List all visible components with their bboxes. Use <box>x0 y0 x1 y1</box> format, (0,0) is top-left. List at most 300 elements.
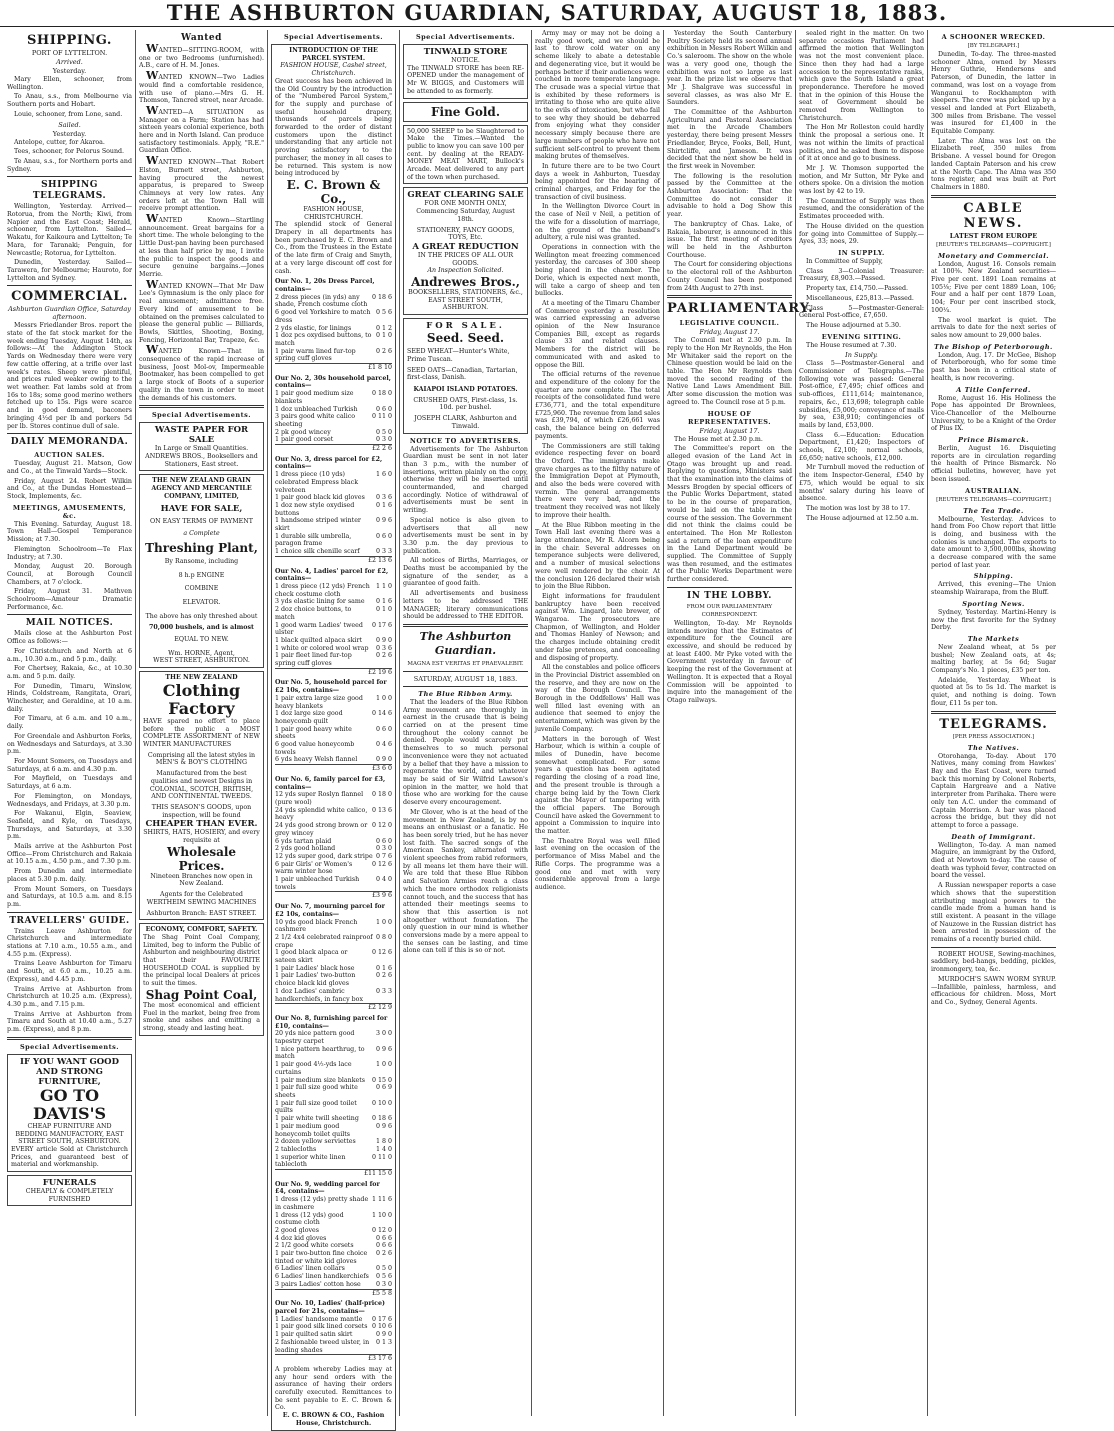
bishop-heading: The Bishop of Peterborough. <box>934 342 1053 351</box>
mail-notices-heading: MAIL NOTICES. <box>25 618 114 629</box>
monetary-heading: Monetary and Commercial. <box>937 251 1049 260</box>
parcel-item-desc: 1 nice pattern hearthrug, to match <box>275 1045 365 1061</box>
news-paragraph: Matters in the borough of West Harbour, which is within a couple of miles of Dunedin, have become somewhat complicated. For some years a question has been agitated regarding the closing of a road line, and the present trouble is through a charge being laid by the Town Clerk against the Mayor of tampering with the official papers. The Borough Council have asked the Government to appoint a Commission to inquire into the matter. <box>535 735 660 836</box>
news-paragraph: Eight informations for fraudulent bankruptcy have been received against Wm. Lingard, late brewer, of Wangaroa. The prosecutors are Chapmon, of Wellington, and Holder and Thomas Hanley of Newson; and the charges include obtaining credit under false pretences, and concealing and disposing of property. <box>535 592 660 662</box>
parcel-item-price: 0 4 6 <box>375 741 392 749</box>
australian-heading: AUSTRALIAN. <box>965 486 1022 495</box>
wanted-ad: WANTED Known—Startling announcement. Great bargains for a short time. The whole belonging to the Little Dust-pan having been purchased at less than half price by me, I invite the public to inspect the goods and secure genuine bargains.—Jones Merrie. <box>139 212 264 278</box>
parcel-item-desc: 1 good black alpaca or sateen skirt <box>275 949 348 965</box>
wanted-ad: WANTED KNOWN—Two Ladies would find a comfortable residence, with use of piano.—Mrs G. H. Thomson, Tancred street, near Arcade. <box>139 69 264 105</box>
parcel-item <box>275 1323 392 1331</box>
parcel-total: £1 8 10 <box>275 363 392 372</box>
parcel-item-price: 0 3 3 <box>375 987 392 995</box>
parcel-item-price: 0 3 0 <box>375 436 392 444</box>
ad-headline: HAVE FOR SALE, <box>160 504 243 515</box>
mail-entry: For Mount Somers, on Tuesdays and Saturdays, at 6 a.m. and 4.30 p.m. <box>7 758 132 773</box>
divider <box>931 711 1056 714</box>
parcel-item-desc: 1 black quilted alpaca skirt <box>275 636 362 644</box>
parcel-item <box>275 861 392 876</box>
supply-entry: In Committee of Supply, <box>806 257 883 265</box>
shipping-heading: SHIPPING. <box>27 33 112 48</box>
divider <box>403 671 528 672</box>
parcel-heading: Our No. 6, family parcel for £3, contains— <box>275 775 386 791</box>
parliament-paragraph: The House met at 2.30 p.m. <box>674 435 763 443</box>
ad-headline: IF YOU WANT GOOD AND STRONG FURNITURE, <box>20 1056 119 1087</box>
mail-entry: For Wakanui, Elgin, Seaview, Seafield, and Kyle, on Tuesdays, Thursdays, and Saturdays, at 3.30 p.m. <box>7 810 132 841</box>
ad-body: IN THE PRICES OF ALL OUR GOODS. <box>417 251 514 267</box>
ad-headline: GREAT CLEARING SALE <box>407 190 524 201</box>
wanted-ad: WANTED—SITTING-ROOM, with one or two Bedrooms (unfurnished). A.B., care of H. M. Jones. <box>139 42 264 70</box>
sitting-paragraph: Mr Turnbull moved the reduction of the item Inspector-General, £540 by £75, which would be equal to six months' salary during his leave of absence. <box>799 464 924 503</box>
parcel-item <box>275 390 392 405</box>
parcel-item-price: 1 6 0 <box>375 471 392 479</box>
wanted-heading: Wanted <box>181 33 222 43</box>
parcel-item-price: 3 0 0 <box>375 1030 392 1038</box>
divider <box>7 433 132 434</box>
news-paragraph: Operations in connection with the Wellington meat freezing commenced yesterday, the carcases of 300 sheep being placed in the chamber. The Dorie, which is expected next month, will take a cargo of sheep and ten bullocks. <box>535 243 660 298</box>
parcel-item <box>275 294 392 309</box>
parcel-item-desc: 20 yds nice pattern good tapestry carpet <box>275 1030 355 1046</box>
editorial-paragraph: Mr Glover, who is at the head of the movement in New Zealand, is by no means an enthusiast or a fanatic. He has been sorely tried, but he has never lost faith. The sacred songs of the American Sankey, alternated with violent speeches from rabid reformers, by all means let them have their will. We are told that these Blue Ribbon and Salvation Armies reach a class which the more orthodox religionists cannot touch, and the success that has attended their meetings seems to show that this assertion is not altogether without foundation. The only question in our mind is whether conversions made by a mere appeal to the senses can be lasting, and time alone can tell if this is so or not. <box>403 808 528 955</box>
column-6 <box>664 30 814 1416</box>
divider <box>7 1037 132 1040</box>
parcel-item <box>275 1196 392 1211</box>
parcel-item-desc: 1 pair full size good white sheets <box>275 1084 358 1099</box>
parcel-heading: Our No. 3, dress parcel for £2, contains— <box>275 455 383 471</box>
parcel-item-price: 0 10 0 <box>371 1099 392 1107</box>
parcel-item <box>275 1250 392 1265</box>
parcel-item <box>275 949 392 964</box>
news-paragraph: The Commissioners are still taking evidence respecting fever on board the Oxford. The immigrants make grave charges as to the filthy nature of the Immigration Depot at Plymouth, and also the beds were covered with vermin. The general arrangements there were very bad, and the treatment they received was not likely to improve their health. <box>535 442 660 519</box>
editorial-paragraph: That the leaders of the Blue Ribbon Army movement are thoroughly in earnest in the crusade that is being carried on at the present time throughout the colony cannot be denied. People would scarcely put themselves to so much personal inconvenience were they not actuated by a belief that they have a mission to regenerate the world, and whatever may be said of Sir Wilfrid Lawson's opinion in the matter, we hold that those who are working for the cause deserve every encouragement. <box>403 698 528 807</box>
parcel-item-desc: 1 pair Ladies' black hose <box>275 964 355 972</box>
parliament-paragraph: The Council met at 2.30 p.m. In reply to the Hon Mr Reynolds, the Hon Mr Whitaker said the report on the Chinese question would be laid on the table. The Hon Mr Reynolds then moved the second reading of the Native Land Laws Amendment Bill. After some discussion the motion was agreed to. The Council rose at 5 p.m. <box>667 337 792 406</box>
shipping-heading: Shipping. <box>973 572 1014 581</box>
session-date: Friday, August 17. <box>699 328 760 337</box>
lobby-paragraph: Wellington, To-day. Mr Reynolds intends moving that the Estimates of expenditure for the Council are excessive, and should be reduced by at least £400. Mr Pyke voted with the Government yesterday in favour of keeping the rest of the Government at Wellington. It is expected that a Royal Commission will be appointed to inquire into the management of the Otago railways. <box>667 619 792 704</box>
parcel-item-price: 0 14 6 <box>371 710 392 718</box>
parcel-item-price: 0 8 0 <box>375 933 392 941</box>
parcel-item <box>275 436 392 444</box>
parcel-item-desc: 24 yds splendid white calico, heavy <box>275 806 368 822</box>
parcel-item-desc: 2 fashionable tweed ulster, in leading shades <box>275 1338 370 1354</box>
wanted-ad: WANTED Known—That in consequence of the rapid increase of business, Joost Mol-ov, Impermeable Bootmaker, has been compelled to get a large stock of Boots of a superior quality in the town in order to meet the demands of his customers. <box>139 343 264 402</box>
ad-headline: TINWALD STORE <box>423 47 508 57</box>
ad-body: SEED WHEAT—Hunter's White, Prime Tuscan. <box>407 348 510 363</box>
parcel-item-price: 0 6 0 <box>375 405 392 413</box>
parcel-item <box>275 1235 392 1243</box>
parcel-item-price: 0 3 3 <box>375 548 392 556</box>
parliament-paragraph: The Hon Mr Rolleston could hardly think the proposal a serious one. It was not within the limits of practical politics, and he asked them to dispose of it at once and go to business. <box>799 124 924 163</box>
parcel-heading: Our No. 10, Ladies' (half-price) parcel for 21s, contains— <box>275 1300 385 1315</box>
parcel-item <box>275 822 392 837</box>
supply-heading: IN SUPPLY. <box>838 248 885 257</box>
parcel-item <box>275 1046 392 1061</box>
death-heading: Death of Immigrant. <box>951 832 1036 841</box>
parcel-item-price: 0 9 6 <box>375 517 392 525</box>
parcel-item <box>275 1100 392 1115</box>
parcel-total: £2 12 9 <box>275 1003 392 1012</box>
parcel-item-price: 1 0 0 <box>375 918 392 926</box>
markets-heading: The Markets <box>967 634 1020 643</box>
ad-body: CHEAP FURNITURE AND BEDDING MANUFACTORY, EAST STREET SOUTH, ASHBURTON. <box>15 1122 124 1146</box>
column-5 <box>532 30 664 1416</box>
divider <box>403 624 528 627</box>
parcel-heading: Our No. 1, 20s Dress Parcel, contains— <box>275 278 375 293</box>
parcel-total: £3 6 0 <box>275 764 392 773</box>
parcel-total: £2 19 6 <box>275 668 392 677</box>
parcel-item <box>275 1265 392 1273</box>
parcel-item-desc: 1 pair good corset <box>275 436 334 444</box>
parcel-item-price: 1 10 0 <box>371 1211 392 1219</box>
ad-body: By Ransome, including <box>164 557 239 565</box>
parcel-item <box>275 845 392 853</box>
parcel-total: £11 15 0 <box>275 1169 392 1178</box>
telegrams-credit: [PER PRESS ASSOCIATION.] <box>952 733 1035 740</box>
ad-headline: GO TO <box>39 1085 99 1105</box>
ad-body: The most economical and efficient Fuel in the market, being free from smoke and ashes and emitting a strong, steady and lasting heat. <box>143 1001 260 1032</box>
sitting-paragraph: The motion was lost by 38 to 17. <box>806 504 911 512</box>
parcel-item-desc: 2 yds elastic, for linings <box>275 324 352 332</box>
parcel-item <box>275 1030 392 1045</box>
special-ads-heading: Special Advertisements. <box>19 1042 120 1051</box>
ad-body: ELEVATOR. <box>182 598 221 606</box>
parliament-paragraph: Mr J. W. Thomson supported the motion, and Mr Sutton, Mr Pyke and others spoke. On a division the motion was lost by 42 to 19. <box>799 164 924 196</box>
news-paragraph: The Theatre Royal was well filled last evening on the occasion of the performance of Miss Mabel and the Rifle Corps. The programme was a good one and met with very considerable approval from a large audience. <box>535 837 660 891</box>
parcel-item-desc: 1 pair medium size blankets <box>275 1076 366 1084</box>
divider <box>667 295 792 298</box>
parcel-item <box>275 1316 392 1324</box>
shipping-entry: Mary Ellen, schooner, from Wellington. <box>7 76 132 91</box>
parcel-item <box>275 1273 392 1281</box>
auction-entry: Friday, August 24. Robert Wilkin and Co., at the Dundas Homestead—Stock, Implements, &c. <box>7 477 132 501</box>
mail-entry: For Timaru, at 6 a.m. and 10 a.m., daily. <box>7 715 132 731</box>
parcel-item-price: 0 5 0 <box>375 428 392 436</box>
ad-headline: INTRODUCTION OF THE PARCEL SYSTEM. <box>289 47 378 62</box>
fine-gold-ad <box>403 102 528 122</box>
parcel-item-desc: 1 doz unbleached Turkish <box>275 405 358 413</box>
parcel-item <box>275 606 392 621</box>
mail-entry: From Mount Somers, on Tuesdays and Saturdays, at 10.5 a.m. and 8.15 p.m. <box>7 885 132 908</box>
travellers-guide-heading: TRAVELLERS' GUIDE. <box>9 915 130 926</box>
parcel-item <box>275 637 392 645</box>
shipping-entry: Te Anau, s.s., for Northern ports and Sydney. <box>7 157 132 173</box>
parcel-item <box>275 652 392 667</box>
ad-brand: E. C. Brown & Co., <box>286 177 381 206</box>
divider <box>403 686 528 687</box>
parliamentary-heading: PARLIAMENTARY. <box>667 301 814 317</box>
ad-body: EQUAL TO NEW. <box>174 636 229 644</box>
parcel-item-price: 0 1 6 <box>375 598 392 606</box>
ad-body: HAVE spared no effort to place before the public a MOST COMPLETE ASSORTMENT of NEW WINTER MANUFACTURES <box>143 717 260 748</box>
parcel-item-desc: 2 1/2 4x4 celebrated rainproof crape <box>275 933 373 949</box>
ad-headline: ECONOMY, COMFORT, SAFETY. <box>145 926 258 934</box>
shipping-entry: Antelope, cutter, for Akaroa. <box>14 138 105 146</box>
ad-body: Comprising all the latest styles in MEN'S & BOY'S CLOTHING <box>147 751 256 767</box>
parcel-item-price: 0 9 0 <box>375 756 392 764</box>
house-heading: HOUSE OF REPRESENTATIVES. <box>688 409 771 426</box>
parcel-item-desc: 6 Ladies' linen handkerchiefs <box>275 1273 369 1281</box>
memoranda-heading: DAILY MEMORANDA. <box>10 437 129 448</box>
ad-body: EVERY article Sold at Christchurch Prices, and guaranteed best of material and workmanship. <box>11 1145 128 1169</box>
mail-entry: For Dunedin, Timaru, Winslow, Hinds, Coldstream, Rangitata, Orari, Winchester, and Geraldine, at 10 a.m. daily. <box>7 682 132 713</box>
parcel-item-price: 0 1 3 <box>375 1338 392 1346</box>
parcel-item <box>275 1281 392 1289</box>
parcel-item-price: 0 2 6 <box>375 972 392 980</box>
ad-headline: Seed. Seed. <box>426 331 505 346</box>
parcel-item-price: 0 17 6 <box>371 621 392 629</box>
ad-headline: THE NEW ZEALAND GRAIN AGENCY AND MERCANTILE COMPANY, LIMITED, <box>151 477 252 500</box>
parcel-item-price: 1 8 0 <box>375 1138 392 1146</box>
ad-body: 50,000 SHEEP to be Slaughtered to Make the Times.—Wanted the public to know you can save 100 per cent. by dealing at the READY-MONEY MEAT MART, Bullock's Arcade. Meat delivered to any part of the town when purchased. <box>407 127 524 181</box>
column-8 <box>928 30 1059 1416</box>
parcel-item <box>275 1154 392 1169</box>
parcel-item <box>275 1115 392 1123</box>
parcel-item-price: 0 17 6 <box>371 1315 392 1323</box>
shag-point-coal-ad <box>139 923 264 1035</box>
parcel-item-desc: 2 doz choice buttons, to match <box>275 606 352 621</box>
parcel-item <box>275 502 392 517</box>
parcel-total: £3 9 6 <box>275 891 392 900</box>
parcel-item-desc: 2 1/2 good white corsets <box>275 1242 354 1250</box>
parcel-item-desc: 1 pair full size good toilet quilts <box>275 1099 357 1115</box>
parcel-item <box>275 645 392 653</box>
legislative-council-heading: LEGISLATIVE COUNCIL. <box>679 319 780 328</box>
clearing-sale-ad <box>403 187 528 315</box>
ad-body: 70,000 bushels, and is almost <box>149 624 254 632</box>
cable-credit: [REUTER'S TELEGRAMS—COPYRIGHT.] <box>936 241 1051 248</box>
parcel-total: £5 5 8 <box>275 1289 392 1298</box>
parcel-item-desc: 6 yds tartan plaid <box>275 837 332 845</box>
parcel-item-price: 0 10 6 <box>371 1323 392 1331</box>
parcel-item-price: 0 18 0 <box>371 791 392 799</box>
parcel-item-desc: 2 yds good holland <box>275 845 336 853</box>
parcel-item-price: 0 6 9 <box>375 1084 392 1092</box>
editorial-heading: The Blue Ribbon Army. <box>418 689 513 698</box>
tinwald-store-ad <box>403 44 528 99</box>
parcel-item <box>275 1123 392 1138</box>
train-entry: Trains Leave Ashburton for Timaru and South, at 6.0 a.m., 10.25 a.m. (Express), and 4.45 p.m. <box>7 960 132 983</box>
news-paragraph: In future there are to be two Court days a week in Ashburton, Tuesday being appointed for the hearing of criminal charges, and Friday for the transaction of civil business. <box>535 162 660 201</box>
parcel-item <box>275 876 392 891</box>
supply-entry: The House adjourned at 5.30. <box>806 321 901 329</box>
parcel-heading: Our No. 4, Ladies' parcel for £2, contains— <box>275 567 389 583</box>
divider <box>667 587 792 588</box>
mail-entry: For Christchurch and North at 6 a.m., 10.30 a.m., and 5 p.m., daily. <box>7 647 132 663</box>
mail-entry: Mails close at the Ashburton Post Office as follows:— <box>7 630 132 646</box>
parcel-item <box>275 1339 392 1354</box>
ad-body: Ashburton Branch: EAST STREET. <box>146 909 257 917</box>
parcel-item <box>275 429 392 437</box>
parcel-item-price: 0 6 6 <box>375 1242 392 1250</box>
parliament-paragraph: The Committee of Supply was then resumed, and the consideration of the Estimates proceeded with. <box>799 197 924 221</box>
ad-headline: Shag Point Coal, <box>145 987 258 1002</box>
parcel-item-price: 1 11 6 <box>371 1196 392 1204</box>
divider <box>139 405 264 408</box>
parcel-item-price: 0 11 0 <box>371 413 392 421</box>
parcel-item-desc: 1 doz pcs oxydised buttons, to match <box>275 332 372 347</box>
parcel-heading: Our No. 8, furnishing parcel for £10, contains— <box>275 1014 388 1030</box>
parcel-item-desc: 24 yds good strong brown or grey wincey <box>275 822 368 837</box>
parcel-item-desc: 1 pair good black kid gloves <box>275 494 365 502</box>
train-entry: Trains Arrive at Ashburton from Timaru and South at 10.40 a.m., 5.27 p.m. (Express), and 8 p.m. <box>7 1010 132 1034</box>
parcel-item-desc: 1 dress (12 yds) good costume cloth <box>275 1211 344 1227</box>
parcel-item-desc: 1 good warm Ladies' tweed ulster <box>275 621 363 637</box>
ad-body: The splendid stock of General Drapery in all departments has been purchased by E. C. Brown and Co., from the Trustees in the Estate of the late firm of Craig and Smyth, at a very large discount off cost for cash. <box>275 221 392 275</box>
parcel-item <box>275 710 392 725</box>
parcel-item-price: 0 9 6 <box>375 1122 392 1130</box>
supply-entry: Miscellaneous, £25,813.—Passed. <box>806 294 914 302</box>
parcel-list <box>275 278 392 1363</box>
parcel-item-price: 0 2 6 <box>375 347 392 355</box>
supply-entry: Class 3—Colonial Treasurer: Treasury, £8,903.—Passed. <box>799 267 924 283</box>
wanted-ad: WANTED KNOWN—That Robert Elston, Burnett street, Ashburton, having procured the newest apparatus, is prepared to Sweep Chimneys at very low rates. Any orders left at the Town Hall will receive prompt attention. <box>139 154 264 213</box>
parcel-item <box>275 741 392 756</box>
sheep-ad <box>403 125 528 185</box>
supply-entry: Class 5—Postmaster-General: General Post-office, £7,650. <box>799 304 924 320</box>
auction-entry: Tuesday, August 21. Matson, Gow and Co., at the Tinwald Yards—Stock. <box>7 460 132 475</box>
waste-paper-ad <box>139 422 264 471</box>
divider <box>7 614 132 615</box>
parcel-item <box>275 332 392 347</box>
parcel-item-price: 0 1 0 <box>375 332 392 340</box>
parcel-item-desc: 12 yds super Roslyn flannel (pure wool) <box>275 791 364 806</box>
parcel-item-price: 0 18 6 <box>371 1115 392 1123</box>
mail-entry: For Greendale and Ashburton Forks, on Wednesdays and Saturdays, at 3.30 p.m. <box>7 732 132 756</box>
parcel-item-desc: 1 doz new style oxydised buttons <box>275 501 355 517</box>
parcel-item <box>275 919 392 934</box>
news-paragraph: All the constables and police officers in the Provincial District assembled on the reserve, and they are now on the way of the Borough Council. The Borough in the Oddfellows' Hall was well filled last evening with an audience that seemed to enjoy the entertainment, which was given by the juvenile Company. <box>535 664 660 733</box>
sailed-date: Yesterday. <box>52 129 87 138</box>
parcel-heading: Our No. 7, mourning parcel for £2 10s, contains— <box>275 903 385 918</box>
divider <box>931 947 1056 948</box>
parcel-item-price: 0 1 6 <box>375 501 392 509</box>
parcel-total: £2 13 6 <box>275 556 392 565</box>
parcel-item-desc: 1 pair good 4½-yds lace curtains <box>275 1061 352 1076</box>
parcel-item-desc: 1 doz large size good honeycomb quilt <box>275 710 343 725</box>
issue-date: SATURDAY, AUGUST 18, 1883. <box>413 674 518 683</box>
newspaper-columns <box>4 30 1110 1427</box>
ad-body: BOOKSELLERS, STATIONERS, &c., EAST STREET SOUTH, ASHBURTON. <box>408 289 523 312</box>
cable-paragraph: Berlin, August 16. Disquieting reports are in circulation regarding the health of Prince Bismarck. No official bulletins, however, have yet been issued. <box>931 445 1056 483</box>
ad-headline: WASTE PAPER FOR SALE <box>154 425 249 446</box>
parcel-item <box>275 517 392 532</box>
notice-paragraph: Special notice is also given to advertisers that all new advertisements must be sent in by 3.30 p.m. the day previous to publication. <box>403 516 528 555</box>
ad-body: The Shag Point Coal Company, Limited, beg to inform the Public of Ashburton and neighbouring district that their FAVOURITE HOUSEHOLD COAL is supplied by the principal local Dealers at prices to suit the times. <box>143 933 260 988</box>
parcel-item <box>275 583 392 598</box>
parcel-item-desc: 12 yds super good, dark stripe <box>275 852 373 860</box>
cable-paragraph: Sydney, Yesterday. Martini-Henry is now the first favorite for the Sydney Derby. <box>931 608 1056 632</box>
special-ads-heading: Special Advertisements. <box>415 33 516 41</box>
parcel-item <box>275 934 392 949</box>
parcel-item-price: 0 5 0 <box>375 1265 392 1273</box>
parcel-item <box>275 325 392 333</box>
telegrams-heading: TELEGRAMS. <box>939 716 1048 732</box>
parcel-item-desc: 1 pair good medium size blankets <box>275 390 354 405</box>
notice-paragraph: Advertisements for The Ashburton Guardian must be sent in not later than 3 p.m., with the number of insertions, written plainly on the copy, otherwise they will be inserted until countermanded, and charged accordingly. Notice of withdrawal of advertisements must be sent in writing. <box>403 445 528 515</box>
parcel-item-desc: 1 durable silk umbrella, paragon frame <box>275 532 352 548</box>
parcel-item <box>275 548 392 556</box>
cable-subhead: LATEST FROM EUROPE <box>949 231 1038 240</box>
sitting-paragraph: Class 6.—Education: Education Department, £1,420; Inspectors of schools, £2,100; normal schools, £6,650; native schools, £12,000. <box>799 431 924 462</box>
ad-brand: Andrewes Bros., <box>411 275 520 290</box>
evening-sitting-heading: EVENING SITTING. <box>821 332 902 341</box>
news-paragraph: At a meeting of the Timaru Chamber of Commerce yesterday a resolution was carried expressing an adverse opinion of the New Insurance Companies Bill, except as regards clause 33 and related clauses. Members for the district will be communicated with and asked to oppose the Bill. <box>535 299 660 369</box>
parcel-item <box>275 988 392 1003</box>
parcel-item <box>275 1061 392 1076</box>
parcel-item-price: 1 1 0 <box>375 583 392 590</box>
news-paragraph: Dunedin, To-day. The three-masted schooner Alma, owned by Messrs Henry Guthrie, Hendersons and Paterson, of Dunedin, the latter in command, was lost on a voyage from Wanganui to Rockhampton with sleepers. The crew was picked up by a vessel and landed at Port Elizabeth, 300 miles from Brisbane. The vessel was insured for £1,400 in the Equitable Company. <box>931 51 1056 136</box>
ad-body: WEST STREET, ASHBURTON. <box>153 657 250 665</box>
parcel-item-price: 0 2 6 <box>375 1250 392 1258</box>
editorial-paragraph: Army may or may not be doing a really good work, and we should be last to throw cold water on any scheme likely to abate a detestable and degenerating vice, but it would be perhaps better if their audiences were couched in more temperate language. The crusade was a special virtue that is exhibited by these reformers is irritating to those who are quite alive to the evils of intoxication, but who fail to see why they should be debarred from enjoying what they consider necessary simply because there are large numbers of people who have not sufficient self-control to prevent them making brutes of themselves. <box>535 30 660 161</box>
parcel-item <box>275 1212 392 1227</box>
ad-body: The above has only threshed about <box>145 612 258 620</box>
parcel-item-price: 0 4 0 <box>375 876 392 884</box>
parliament-paragraph: sealed right in the matter. On two separate occasions Parliament had affirmed the motion that Wellington was not the most convenient place. Since then they had had a large accession to the representative ranks, which gave the South Island a great preponderance. Therefore he moved that in the opinion of this House the seat of Government should be removed from Wellington to Christchurch. <box>799 30 924 122</box>
ad-headline: Wholesale Prices. <box>166 844 237 873</box>
parcel-total: £3 17 6 <box>275 1354 392 1363</box>
parcel-item-desc: 3 pairs good white calico sheeting <box>275 413 356 428</box>
seed-ad <box>403 318 528 433</box>
parcel-item-price: 0 9 0 <box>375 636 392 644</box>
parcel-item-desc: 1 white or colored wool wrap <box>275 644 369 652</box>
parcel-item-price: 0 1 2 <box>375 324 392 332</box>
wanted-ad: WANTED KNOWN—That Mr Daw Lee's Gymnasium is the only place for real amusement; admittance free. Every kind of amusement to be obtained on the premises calculated to please the general public — Billiards, Bowls, Skittles, Shooting, Boxing, Fencing, Horizontal Bar, Trapeze, &c. <box>139 277 264 344</box>
parcel-item-desc: 6 good vel Yorkshire to match dress <box>275 309 371 324</box>
session-date: Friday, August 17. <box>699 426 760 435</box>
parcel-item-price: 0 15 0 <box>371 1076 392 1084</box>
ad-body: ANDREWS BROS., Booksellers and Stationers, East street. <box>145 452 258 468</box>
ad-body: Commencing Saturday, August 18th. <box>416 208 515 223</box>
parcel-item-price: 0 6 0 <box>375 725 392 733</box>
news-paragraph: The Committee of the Ashburton Agricultural and Pastoral Association met in the Arcade Chambers yesterday, there being present Messrs Friedlander, Bryce, Fooks, Bell, Hunt, Shirtcliffe, and Jameson. It was decided that the next show be held in the first week in November. <box>667 109 792 170</box>
parcel-item-desc: 2 dozen yellow serviettes <box>275 1138 356 1146</box>
parcel-item-price: 0 6 0 <box>375 532 392 540</box>
ad-body: STATIONERY, FANCY GOODS, TOYS, Etc. <box>416 226 515 242</box>
parcel-item <box>275 622 392 637</box>
divider <box>7 912 132 913</box>
ad-headline: FOR SALE. <box>426 321 505 332</box>
special-ads-heading: Special Advertisements. <box>283 33 384 41</box>
divider <box>931 195 1056 198</box>
column-4 <box>400 30 532 1416</box>
parcel-item-desc: 2 pk good wincey <box>275 428 331 436</box>
ad-headline: CHEAPER THAN EVER. <box>145 819 258 830</box>
parcel-item-price: 0 7 6 <box>375 852 392 860</box>
news-paragraph: Later. The Alma was lost on the Elizabeth reef, 350 miles from Brisbane. A vessel bound for Oregon landed Captain Paterson and his crew at the North Cape. The Alma was 350 tons register, and was built at Port Chalmers in 1880. <box>931 137 1056 191</box>
parcel-item-desc: 1 pair medium good honeycomb toilet quilts <box>275 1122 350 1138</box>
parcel-item-price: 1 4 0 <box>375 1145 392 1153</box>
parcel-item-desc: 1 dress piece (10 yds) celebrated Empress black velveteen <box>275 471 359 494</box>
column-1 <box>4 30 136 1416</box>
parcel-item <box>275 1227 392 1235</box>
sailed-label: Sailed. <box>58 120 81 129</box>
divider <box>7 285 132 286</box>
parcel-item <box>275 756 392 764</box>
parcel-item-price: 0 18 6 <box>371 293 392 301</box>
cable-paragraph: Adelaide, Yesterday. Wheat is quoted at 5s to 5s 1d. The market is quiet, and nothing is doing. Town flour, £11 5s per ton. <box>931 676 1056 707</box>
parcel-item <box>275 1242 392 1250</box>
parcel-heading: Our No. 9, wedding parcel for £4, contains— <box>275 1180 380 1196</box>
lobby-heading: IN THE LOBBY. <box>687 590 772 601</box>
ad-body: a Complete <box>183 530 220 538</box>
ad-body: Manufactured from the best qualities and newest Designs in COLONIAL, SCOTCH, BRITISH, AND CONTINENTAL TWEEDS. <box>149 770 254 801</box>
parliament-paragraph: The Committee's report on the alleged evasion of the Land Act in Otago was brought up and read. Replying to questions, Ministers said that the examination into the claims of Messrs Brogden by special officers of the Public Works Department, stated to be in the course of preparation, would be laid on the table in the course of the session. The Government did not think the claims could be entertained. The Hon Mr Rolleston said a return of the loan expenditure in the Land Department would be supplied. The Committee of Supply was then resumed, and the estimates of the Public Works Department were further considered. <box>667 445 792 584</box>
ad-body: FOR ONE MONTH ONLY, <box>424 200 507 208</box>
wreck-heading: A SCHOONER WRECKED. <box>941 33 1046 41</box>
parcel-item-desc: 1 pair good silk lined corsets <box>275 1323 368 1331</box>
